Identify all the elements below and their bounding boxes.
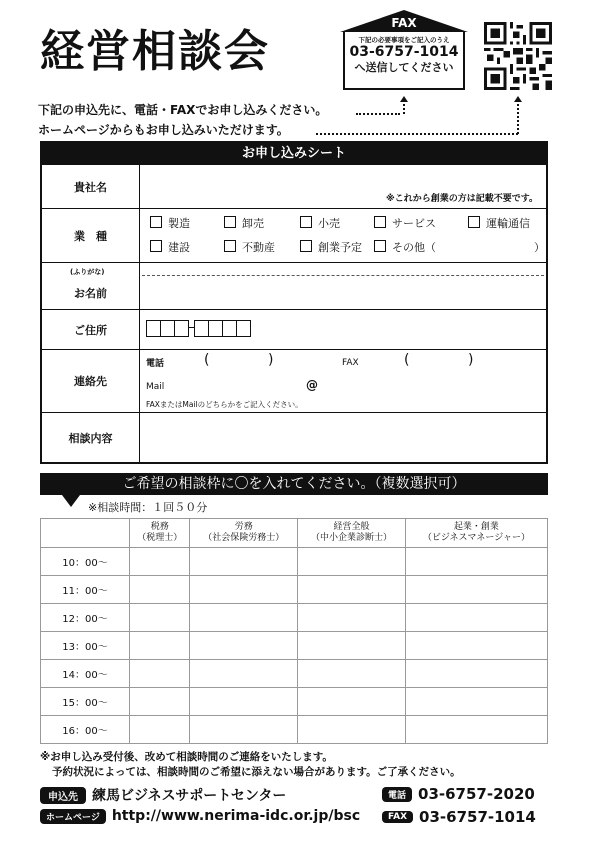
- footer-note-2: 予約状況によっては、相談時間のご希望に添えない場合があります。ご了承ください。: [52, 766, 461, 778]
- company-note: ※これから創業の方は記載不要です。: [385, 194, 538, 204]
- fax-box: [340, 10, 468, 92]
- slot-cell[interactable]: [298, 660, 406, 688]
- consult-label: 相談内容: [42, 413, 140, 462]
- col-name: 税務: [150, 522, 169, 532]
- slot-cell[interactable]: [405, 660, 547, 688]
- schedule-header-row: [41, 519, 548, 548]
- checkbox[interactable]: [150, 240, 162, 252]
- zip-digit[interactable]: [174, 320, 189, 337]
- slot-cell[interactable]: [405, 716, 547, 744]
- slot-cell[interactable]: [298, 604, 406, 632]
- page-title: 経営相談会: [40, 26, 270, 77]
- slot-cell[interactable]: [190, 716, 298, 744]
- option-transport[interactable]: [468, 215, 530, 231]
- option-realestate[interactable]: [224, 239, 275, 255]
- slot-cell[interactable]: [130, 604, 190, 632]
- arrow-up-icon: [400, 96, 408, 102]
- option-label: 創業予定: [318, 241, 362, 254]
- company-label: 貴社名: [42, 165, 140, 208]
- col-sub: （中小企業診断士）: [311, 533, 393, 543]
- name-label-cell: [42, 263, 140, 309]
- checkbox[interactable]: [300, 216, 312, 228]
- intro-line-1: 下記の申込先に、電話・FAXでお申し込みください。: [38, 103, 328, 117]
- slot-cell[interactable]: [190, 660, 298, 688]
- slot-cell[interactable]: [190, 688, 298, 716]
- phone-number: 03-6757-2020: [418, 785, 535, 803]
- fax-tag: FAX: [382, 811, 413, 823]
- option-manufacturing[interactable]: [150, 215, 190, 231]
- zip-digit[interactable]: [208, 320, 223, 337]
- footer-phone-line: [382, 785, 535, 803]
- intro-line-2: ホームページからもお申し込みいただけます。: [38, 123, 289, 137]
- furigana-label: (ふりがな): [70, 268, 105, 276]
- form-title: お申し込みシート: [42, 143, 546, 165]
- table-row: [41, 604, 548, 632]
- time-cell: 11：00～: [41, 576, 130, 604]
- org-name: 練馬ビジネスサポートセンター: [92, 788, 287, 804]
- table-row: [41, 660, 548, 688]
- row-consultation: [42, 412, 546, 462]
- slot-cell[interactable]: [130, 548, 190, 576]
- zip-digit[interactable]: [222, 320, 237, 337]
- furigana-divider: [142, 275, 544, 276]
- zip-digit[interactable]: [146, 320, 161, 337]
- website-url[interactable]: http://www.nerima-idc.or.jp/bsc: [111, 808, 361, 824]
- fax-paren-open: (: [404, 352, 410, 368]
- footer-apply-line: [40, 785, 286, 805]
- slot-cell[interactable]: [405, 604, 547, 632]
- tel-paren-open: (: [204, 352, 210, 368]
- table-row: [41, 632, 548, 660]
- slot-cell[interactable]: [190, 548, 298, 576]
- table-row: [41, 688, 548, 716]
- time-cell: 14：00～: [41, 660, 130, 688]
- at-sign: @: [306, 378, 318, 392]
- schedule-note: ※相談時間：１回５０分: [88, 501, 208, 514]
- option-wholesale[interactable]: [224, 215, 264, 231]
- table-row: [41, 548, 548, 576]
- dotted-leader: [356, 113, 400, 115]
- slot-cell[interactable]: [130, 632, 190, 660]
- postal-code-boxes[interactable]: [146, 320, 250, 337]
- arrow-up-icon: [514, 96, 522, 102]
- time-cell: 15：00～: [41, 688, 130, 716]
- slot-cell[interactable]: [298, 632, 406, 660]
- slot-cell[interactable]: [190, 632, 298, 660]
- name-field[interactable]: [140, 263, 546, 309]
- footer-web-line: [40, 808, 360, 824]
- company-field[interactable]: [140, 165, 546, 208]
- checkbox[interactable]: [224, 240, 236, 252]
- industry-options: [140, 209, 546, 262]
- fax-number: 03-6757-1014: [349, 44, 459, 60]
- checkbox[interactable]: [468, 216, 480, 228]
- fax-send: へ送信してください: [354, 61, 454, 74]
- header-blank: [41, 519, 130, 548]
- contact-fields: [140, 350, 546, 412]
- row-industry: [42, 208, 546, 262]
- col-name: 起業・創業: [453, 522, 499, 532]
- schedule-heading: ご希望の相談枠に〇を入れてください。（複数選択可）: [40, 473, 548, 495]
- slot-cell[interactable]: [298, 688, 406, 716]
- slot-cell[interactable]: [298, 716, 406, 744]
- time-cell: 13：00～: [41, 632, 130, 660]
- option-label: 製造: [168, 217, 190, 230]
- tel-label: 電話: [146, 359, 165, 369]
- application-form: [40, 141, 548, 464]
- phone-tag: 電話: [382, 787, 412, 802]
- checkbox[interactable]: [224, 216, 236, 228]
- other-close-paren: ）: [534, 241, 545, 254]
- zip-digit[interactable]: [236, 320, 251, 337]
- name-label: お名前: [74, 287, 107, 300]
- footer-note-1: ※お申し込み受付後、改めて相談時間のご連絡をいたします。: [40, 751, 333, 763]
- fax-note: 下記の必要事項をご記入のうえ: [358, 36, 450, 44]
- row-company: [42, 165, 546, 208]
- option-label: 建設: [168, 241, 190, 254]
- time-cell: 10：00～: [41, 548, 130, 576]
- slot-cell[interactable]: [130, 660, 190, 688]
- col-sub: （税理士）: [137, 533, 183, 543]
- industry-label: 業 種: [42, 209, 140, 262]
- table-row: [41, 716, 548, 744]
- option-label: 卸売: [242, 217, 264, 230]
- option-startup[interactable]: [300, 239, 362, 255]
- footer-fax-line: [382, 808, 536, 826]
- fax-label: FAX: [391, 16, 417, 30]
- slot-cell[interactable]: [405, 632, 547, 660]
- zip-digit[interactable]: [194, 320, 209, 337]
- slot-cell[interactable]: [298, 576, 406, 604]
- option-label: その他（: [392, 241, 436, 254]
- slot-cell[interactable]: [405, 548, 547, 576]
- row-address: [42, 309, 546, 349]
- zip-digit[interactable]: [160, 320, 175, 337]
- time-cell: 16：00～: [41, 716, 130, 744]
- dotted-connector: [517, 104, 519, 134]
- web-tag: ホームページ: [40, 809, 106, 824]
- option-service[interactable]: [374, 215, 436, 231]
- fax-number-footer: 03-6757-1014: [419, 808, 536, 826]
- checkbox[interactable]: [374, 240, 386, 252]
- fax-paren-close: ): [468, 352, 474, 368]
- mail-label: Mail: [146, 382, 165, 392]
- option-construction[interactable]: [150, 239, 190, 255]
- consult-field[interactable]: [140, 413, 546, 462]
- pointer-triangle: [62, 495, 80, 507]
- col-name: 経営全般: [333, 522, 370, 532]
- row-contact: [42, 349, 546, 412]
- col-header: [405, 519, 547, 548]
- option-label: サービス: [392, 217, 436, 230]
- checkbox[interactable]: [150, 216, 162, 228]
- slot-cell[interactable]: [130, 688, 190, 716]
- qr-code-icon: [484, 22, 552, 90]
- address-field[interactable]: [140, 310, 546, 349]
- checkbox[interactable]: [300, 240, 312, 252]
- address-label: ご住所: [42, 310, 140, 349]
- slot-cell[interactable]: [130, 716, 190, 744]
- fax-body: [343, 32, 465, 90]
- checkbox[interactable]: [374, 216, 386, 228]
- dotted-connector: [403, 104, 405, 114]
- option-label: 小売: [318, 217, 340, 230]
- time-cell: 12：00～: [41, 604, 130, 632]
- contact-label: 連絡先: [42, 350, 140, 412]
- dotted-leader: [316, 133, 518, 135]
- col-sub: （ビジネスマネージャー）: [422, 533, 531, 543]
- col-header: [190, 519, 298, 548]
- option-retail[interactable]: [300, 215, 340, 231]
- col-sub: （社会保険労務士）: [203, 533, 285, 543]
- slot-cell[interactable]: [298, 548, 406, 576]
- slot-cell[interactable]: [190, 604, 298, 632]
- col-name: 労務: [234, 522, 253, 532]
- contact-note: FAXまたはMailのどちらかをご記入ください。: [146, 400, 303, 409]
- slot-cell[interactable]: [405, 688, 547, 716]
- col-header: [298, 519, 406, 548]
- row-name: [42, 262, 546, 309]
- col-header: [130, 519, 190, 548]
- tel-paren-close: ): [268, 352, 274, 368]
- apply-tag: 申込先: [40, 787, 86, 804]
- slot-cell[interactable]: [405, 576, 547, 604]
- slot-cell[interactable]: [130, 576, 190, 604]
- slot-cell[interactable]: [190, 576, 298, 604]
- option-label: 不動産: [242, 241, 275, 254]
- option-label: 運輸通信: [486, 217, 530, 230]
- schedule-table: [40, 518, 548, 744]
- table-row: [41, 576, 548, 604]
- option-other[interactable]: [374, 239, 436, 255]
- fax-field-label: FAX: [342, 358, 359, 368]
